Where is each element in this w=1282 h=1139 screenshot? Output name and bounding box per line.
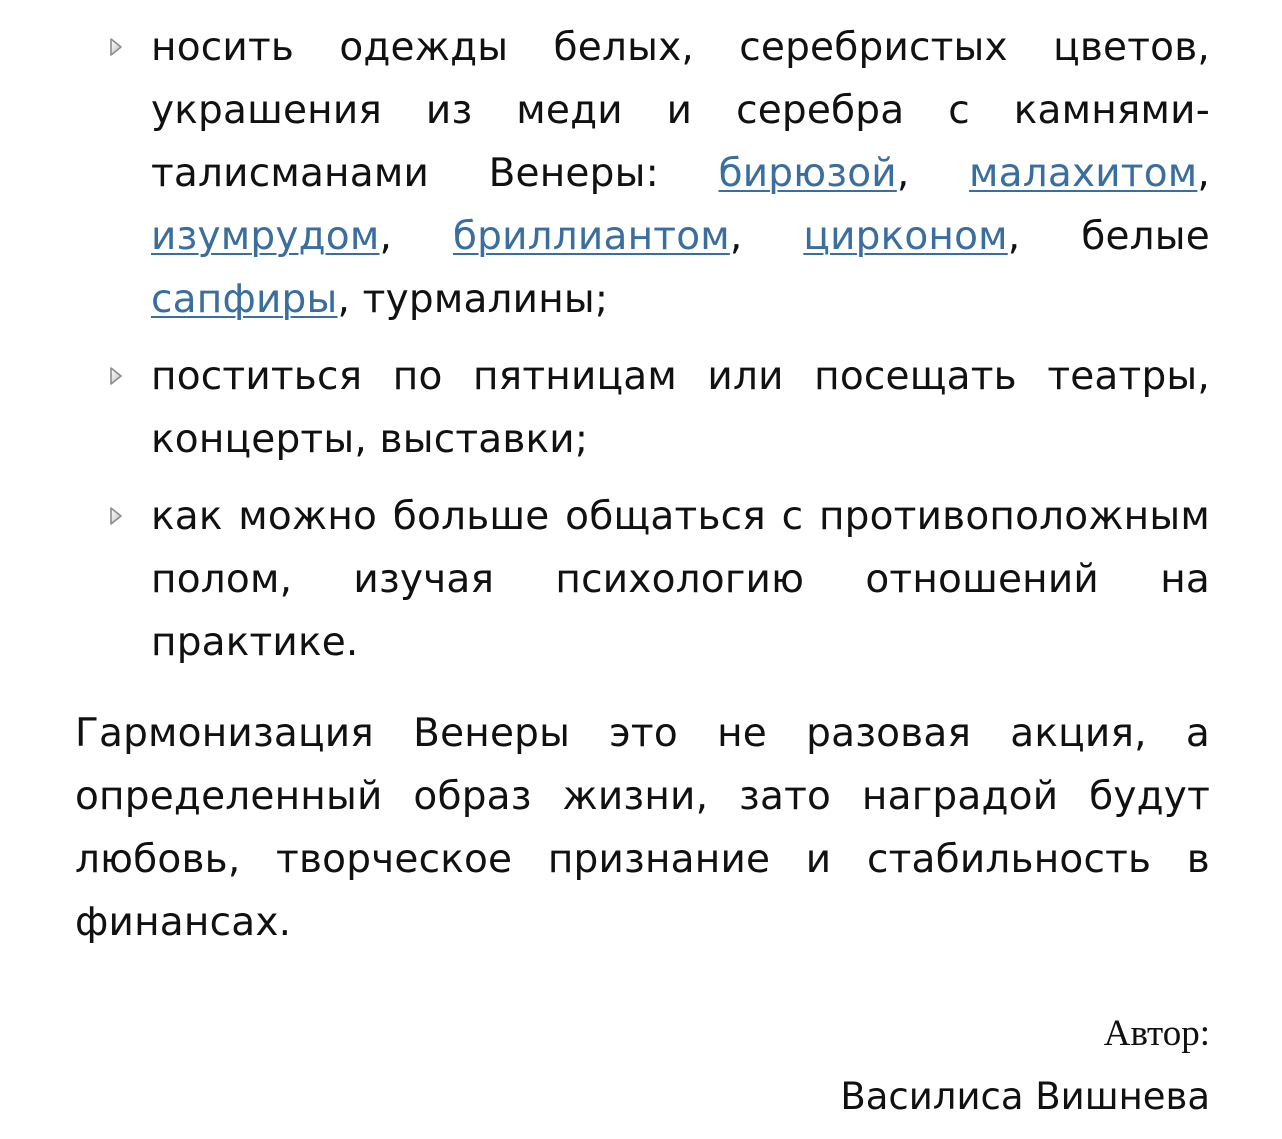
separator: ,	[379, 214, 453, 259]
item-text: как можно больше общаться с противоположным полом, изучая психологию отношений на практике.	[151, 494, 1210, 665]
list-item	[151, 16, 1210, 331]
separator: ,	[896, 151, 970, 196]
link-turquoise[interactable]: бирюзой	[718, 151, 897, 196]
link-sapphire[interactable]: сапфиры	[151, 277, 338, 322]
list-item	[151, 485, 1210, 674]
author-label: Автор:	[1103, 1013, 1210, 1054]
separator: ,	[729, 214, 804, 259]
item-text-middle: , белые	[1007, 214, 1210, 259]
triangle-bullet-icon	[109, 366, 123, 386]
item-text-end: , турмалины;	[337, 277, 609, 322]
article-body	[75, 16, 1210, 1120]
author-name: Василиса Вишнева	[840, 1075, 1210, 1118]
link-zircon[interactable]: цирконом	[803, 214, 1008, 259]
triangle-bullet-icon	[109, 506, 123, 526]
list-item	[151, 345, 1210, 471]
recommendation-list	[75, 16, 1210, 674]
separator: ,	[1197, 151, 1210, 196]
item-text: поститься по пятницам или посещать театры, концерты, выставки;	[151, 354, 1210, 462]
link-malachite[interactable]: малахитом	[969, 151, 1198, 196]
triangle-bullet-icon	[109, 37, 123, 57]
link-emerald[interactable]: изумрудом	[151, 214, 380, 259]
item-text-start: носить одежды белых, серебристых цветов, украшения из меди и серебра с камнями-талисманами Венеры:	[151, 25, 1210, 196]
summary-paragraph: Гармонизация Венеры это не разовая акция, а определенный образ жизни, зато наградой будут любовь, творческое признание и стабильность в финансах.	[75, 711, 1210, 945]
link-diamond[interactable]: бриллиантом	[452, 214, 730, 259]
